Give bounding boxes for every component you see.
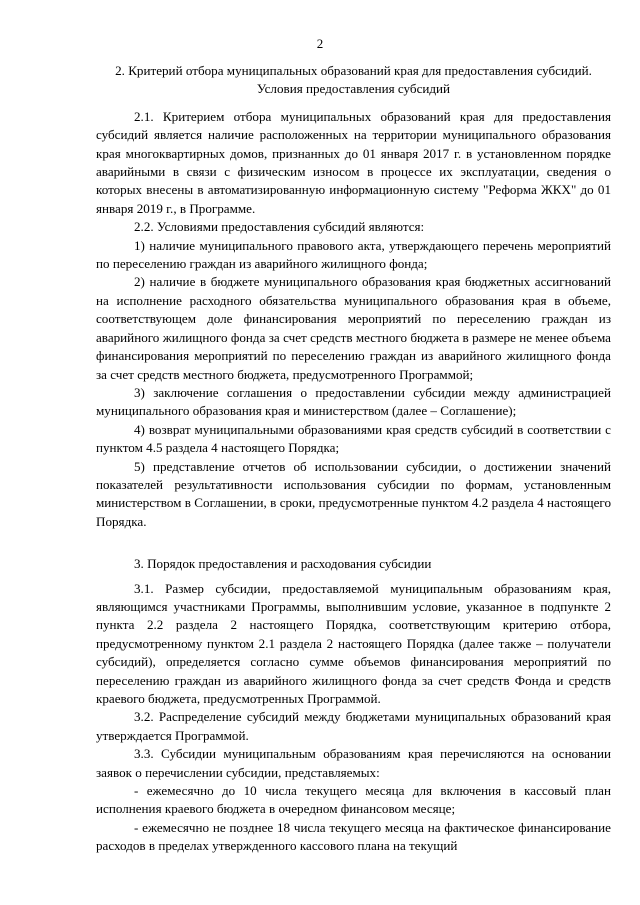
paragraph-3-2: 3.2. Распределение субсидий между бюджетами муниципальных образований края утверждается Программой. [96,709,611,743]
dash-item-2: - ежемесячно не позднее 18 числа текущего месяца на фактическое финансирование расходов в пределах утвержденного кассового плана на текущий [96,819,611,854]
condition-1: 1) наличие муниципального правового акта, утверждающего перечень мероприятий по переселению граждан из аварийного жилищного фонда; [96,237,611,272]
condition-3: 3) заключение соглашения о предоставлении субсидии между администрацией муниципального образования края и министерством (далее – Соглашение); [96,384,611,419]
page-number: 2 [316,36,324,51]
page-content [96,62,611,856]
condition-2: 2) наличие в бюджете муниципального образования края бюджетных ассигнований на исполнение расходного обязательства муниципального образования края в объеме, соответствующем доле финансирования мероприятий по переселению граждан из аварийного жилищного фонда за счет средств местного бюджета в размере не менее объема финансирования мероприятий по переселению граждан из аварийного жилищного фонда за счет средств местного бюджета, предусмотренного Программой; [96,274,611,382]
condition-4: 4) возврат муниципальными образованиями края средств субсидий в соответствии с пунктом 4.5 раздела 4 настоящего Порядка; [96,421,611,456]
paragraph-2-2: 2.2. Условиями предоставления субсидий являются: [134,219,425,235]
paragraph-2-1: 2.1. Критерием отбора муниципальных образований края для предоставления субсидий является наличие расположенных на территории муниципального образования края многоквартирных домов, признанных до 01 января 2017 г. в установленном порядке аварийными в связи с физическим износом в процессе их эксплуатации, сведения о которых внесены в автоматизированную информационную систему "Реформа ЖКХ" до 01 января 2019 г., в Программе. [96,108,611,216]
section-2-heading: 2. Критерий отбора муниципальных образований края для предоставления субсидий. Условия предоставления субсидий [115,63,592,97]
dash-item-1: - ежемесячно до 10 числа текущего месяца для включения в кассовый план исполнения краевого бюджета в очередном финансовом месяце; [96,783,611,817]
paragraph-3-1: 3.1. Размер субсидии, предоставляемой муниципальным образованиям края, являющимся участниками Программы, выполнившим условие, указанное в подпункте 2 пункта 2.2 раздела 2 настоящего Порядка, соответствующим критерию отбора, предусмотренному пунктом 2.1 раздела 2 настоящего Порядка (далее также – получатели субсидий), определяется согласно сумме объемов финансирования мероприятий по переселению граждан из аварийного жилищного фонда за счет средств Фонда и средств краевого бюджета, предусмотренных Программой. [96,580,611,706]
condition-5: 5) представление отчетов об использовании субсидии, о достижении значений показателей результативности использования субсидии по формам, установленным министерством в Соглашении, в сроки, предусмотренные пунктом 4.2 раздела 4 настоящего Порядка. [96,458,611,529]
section-3-heading: 3. Порядок предоставления и расходования субсидии [134,556,432,572]
paragraph-3-3: 3.3. Субсидии муниципальным образованиям края перечисляются на основании заявок о перечислении субсидии, представляемых: [96,746,611,780]
